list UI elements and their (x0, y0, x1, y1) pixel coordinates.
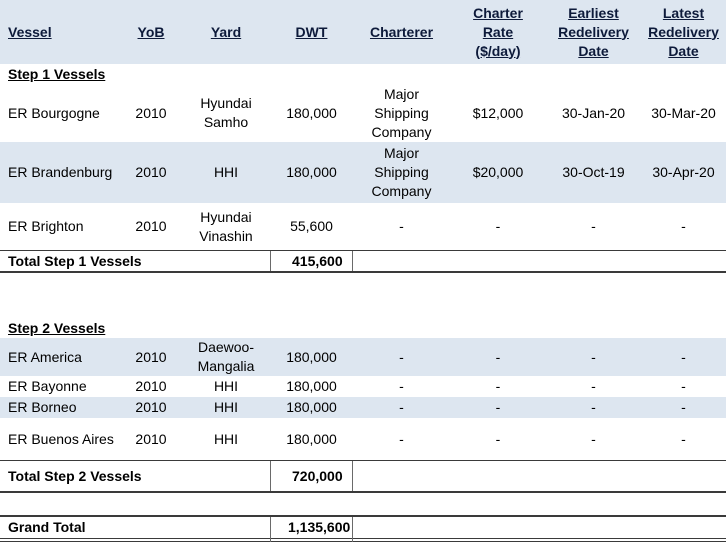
charterer-line: Major (383, 85, 419, 102)
dwt: 180,000 (286, 348, 337, 365)
column-divider (352, 461, 353, 491)
yard: HHI (213, 430, 239, 447)
latest-redelivery: - (681, 378, 686, 394)
yard-line: Mangalia (197, 358, 255, 374)
header-charterer: Charterer (369, 23, 434, 40)
table-row (0, 376, 726, 397)
yard: HHI (213, 399, 239, 415)
section-title: Step 1 Vessels (8, 66, 106, 82)
year-of-build: 2010 (135, 430, 167, 447)
earliest-redelivery: - (591, 218, 596, 234)
grand-total-double-rule (0, 541, 726, 542)
yard: HHI (213, 378, 239, 394)
total-row-step2 (0, 461, 726, 491)
latest-redelivery: - (681, 399, 686, 415)
vessel-name: ER Brighton (8, 218, 84, 234)
earliest-redelivery: - (591, 378, 596, 394)
section-title-step2 (0, 318, 726, 338)
section-title: Step 2 Vessels (8, 320, 106, 336)
charterer-line: Shipping (374, 164, 429, 180)
header-yard: Yard (210, 23, 242, 40)
latest-redelivery: - (681, 218, 686, 234)
header-vessel: Vessel (8, 23, 52, 40)
charterer-line: Company (371, 123, 432, 140)
dwt: 55,600 (290, 218, 333, 234)
total-label: Total Step 1 Vessels (8, 253, 142, 269)
charter-rate: - (495, 378, 501, 394)
yard-line: Hyundai (200, 95, 252, 111)
charterer (353, 142, 450, 203)
dwt: 180,000 (286, 378, 337, 394)
total-row-step1 (0, 251, 726, 271)
charterer-line: Major (383, 145, 419, 161)
yard-line: Daewoo- (197, 339, 254, 355)
earliest-redelivery: 30-Jan-20 (561, 104, 626, 121)
column-divider (270, 517, 271, 542)
vessel-name: ER Brandenburg (8, 164, 113, 180)
vessel-name: ER Buenos Aires (8, 430, 114, 447)
yard-line: Samho (203, 114, 249, 130)
year-of-build: 2010 (135, 399, 167, 415)
earliest-redelivery: - (591, 399, 596, 415)
charterer: - (399, 348, 404, 365)
dwt: 180,000 (286, 164, 337, 180)
header-earliest-redelivery (546, 0, 641, 64)
charter-rate: - (495, 348, 501, 365)
total-dwt: 720,000 (292, 468, 343, 484)
column-divider (352, 517, 353, 542)
earliest-redelivery: - (591, 430, 596, 447)
total-dwt: 415,600 (292, 253, 343, 269)
section-title-step1 (0, 64, 726, 84)
grand-total-row (0, 517, 726, 537)
column-divider (270, 251, 271, 271)
table-header (0, 0, 726, 64)
yard-line: Hyundai (200, 208, 252, 225)
year-of-build: 2010 (135, 218, 167, 234)
vessel-name: ER America (8, 348, 82, 365)
charter-rate: $20,000 (472, 164, 524, 180)
table-row (0, 397, 726, 418)
header-rate-line: Charter (473, 4, 523, 21)
total-label: Total Step 2 Vessels (8, 468, 142, 484)
dwt: 180,000 (286, 104, 337, 121)
grand-total-label: Grand Total (8, 519, 86, 535)
header-charter-rate (450, 0, 546, 64)
latest-redelivery: - (681, 430, 686, 447)
charter-rate: $12,000 (472, 104, 524, 121)
header-earliest-line: Earliest (568, 4, 619, 21)
grand-total-dwt: 1,135,600 (288, 519, 351, 535)
year-of-build: 2010 (135, 104, 167, 121)
charterer-line: Shipping (374, 104, 429, 121)
vessel-name: ER Bourgogne (8, 104, 100, 121)
dwt: 180,000 (286, 430, 337, 447)
table-row (0, 84, 726, 142)
latest-redelivery: 30-Mar-20 (651, 104, 716, 121)
charter-rate: - (495, 430, 501, 447)
earliest-redelivery: - (591, 348, 596, 365)
vessel-name: ER Borneo (8, 399, 77, 415)
yard (182, 84, 270, 142)
header-rate-line: ($/day) (475, 42, 521, 59)
total-bottom-rule (0, 491, 726, 493)
column-divider (352, 251, 353, 271)
year-of-build: 2010 (135, 378, 167, 394)
grand-total-bottom-rule (0, 538, 726, 539)
header-latest-line: Redelivery (648, 23, 719, 40)
header-earliest-line: Redelivery (558, 23, 629, 40)
charterer: - (399, 218, 404, 234)
latest-redelivery: - (681, 348, 686, 365)
table-row (0, 418, 726, 460)
charterer: - (399, 430, 404, 447)
header-latest-line: Latest (662, 4, 705, 21)
year-of-build: 2010 (135, 348, 167, 365)
latest-redelivery: 30-Apr-20 (652, 164, 715, 180)
header-earliest-line: Date (578, 42, 609, 59)
dwt: 180,000 (286, 399, 337, 415)
yard: HHI (213, 164, 239, 180)
header-rate-line: Rate (482, 23, 514, 40)
charter-rate: - (495, 218, 501, 234)
charter-rate: - (495, 399, 501, 415)
header-yob: YoB (137, 23, 165, 40)
earliest-redelivery: 30-Oct-19 (562, 164, 625, 180)
header-dwt: DWT (295, 23, 328, 40)
header-latest-line: Date (668, 42, 699, 59)
charterer (353, 84, 450, 142)
table-row (0, 203, 726, 250)
table-row (0, 142, 726, 203)
charterer: - (399, 399, 404, 415)
yard (182, 338, 270, 376)
yard-line: Vinashin (199, 227, 253, 244)
header-latest-redelivery (641, 0, 726, 64)
year-of-build: 2010 (135, 164, 167, 180)
charterer: - (399, 378, 404, 394)
charterer-line: Company (371, 183, 432, 199)
table-row (0, 338, 726, 376)
vessel-name: ER Bayonne (8, 378, 87, 394)
total-bottom-rule (0, 271, 726, 273)
yard (182, 203, 270, 250)
column-divider (270, 461, 271, 491)
